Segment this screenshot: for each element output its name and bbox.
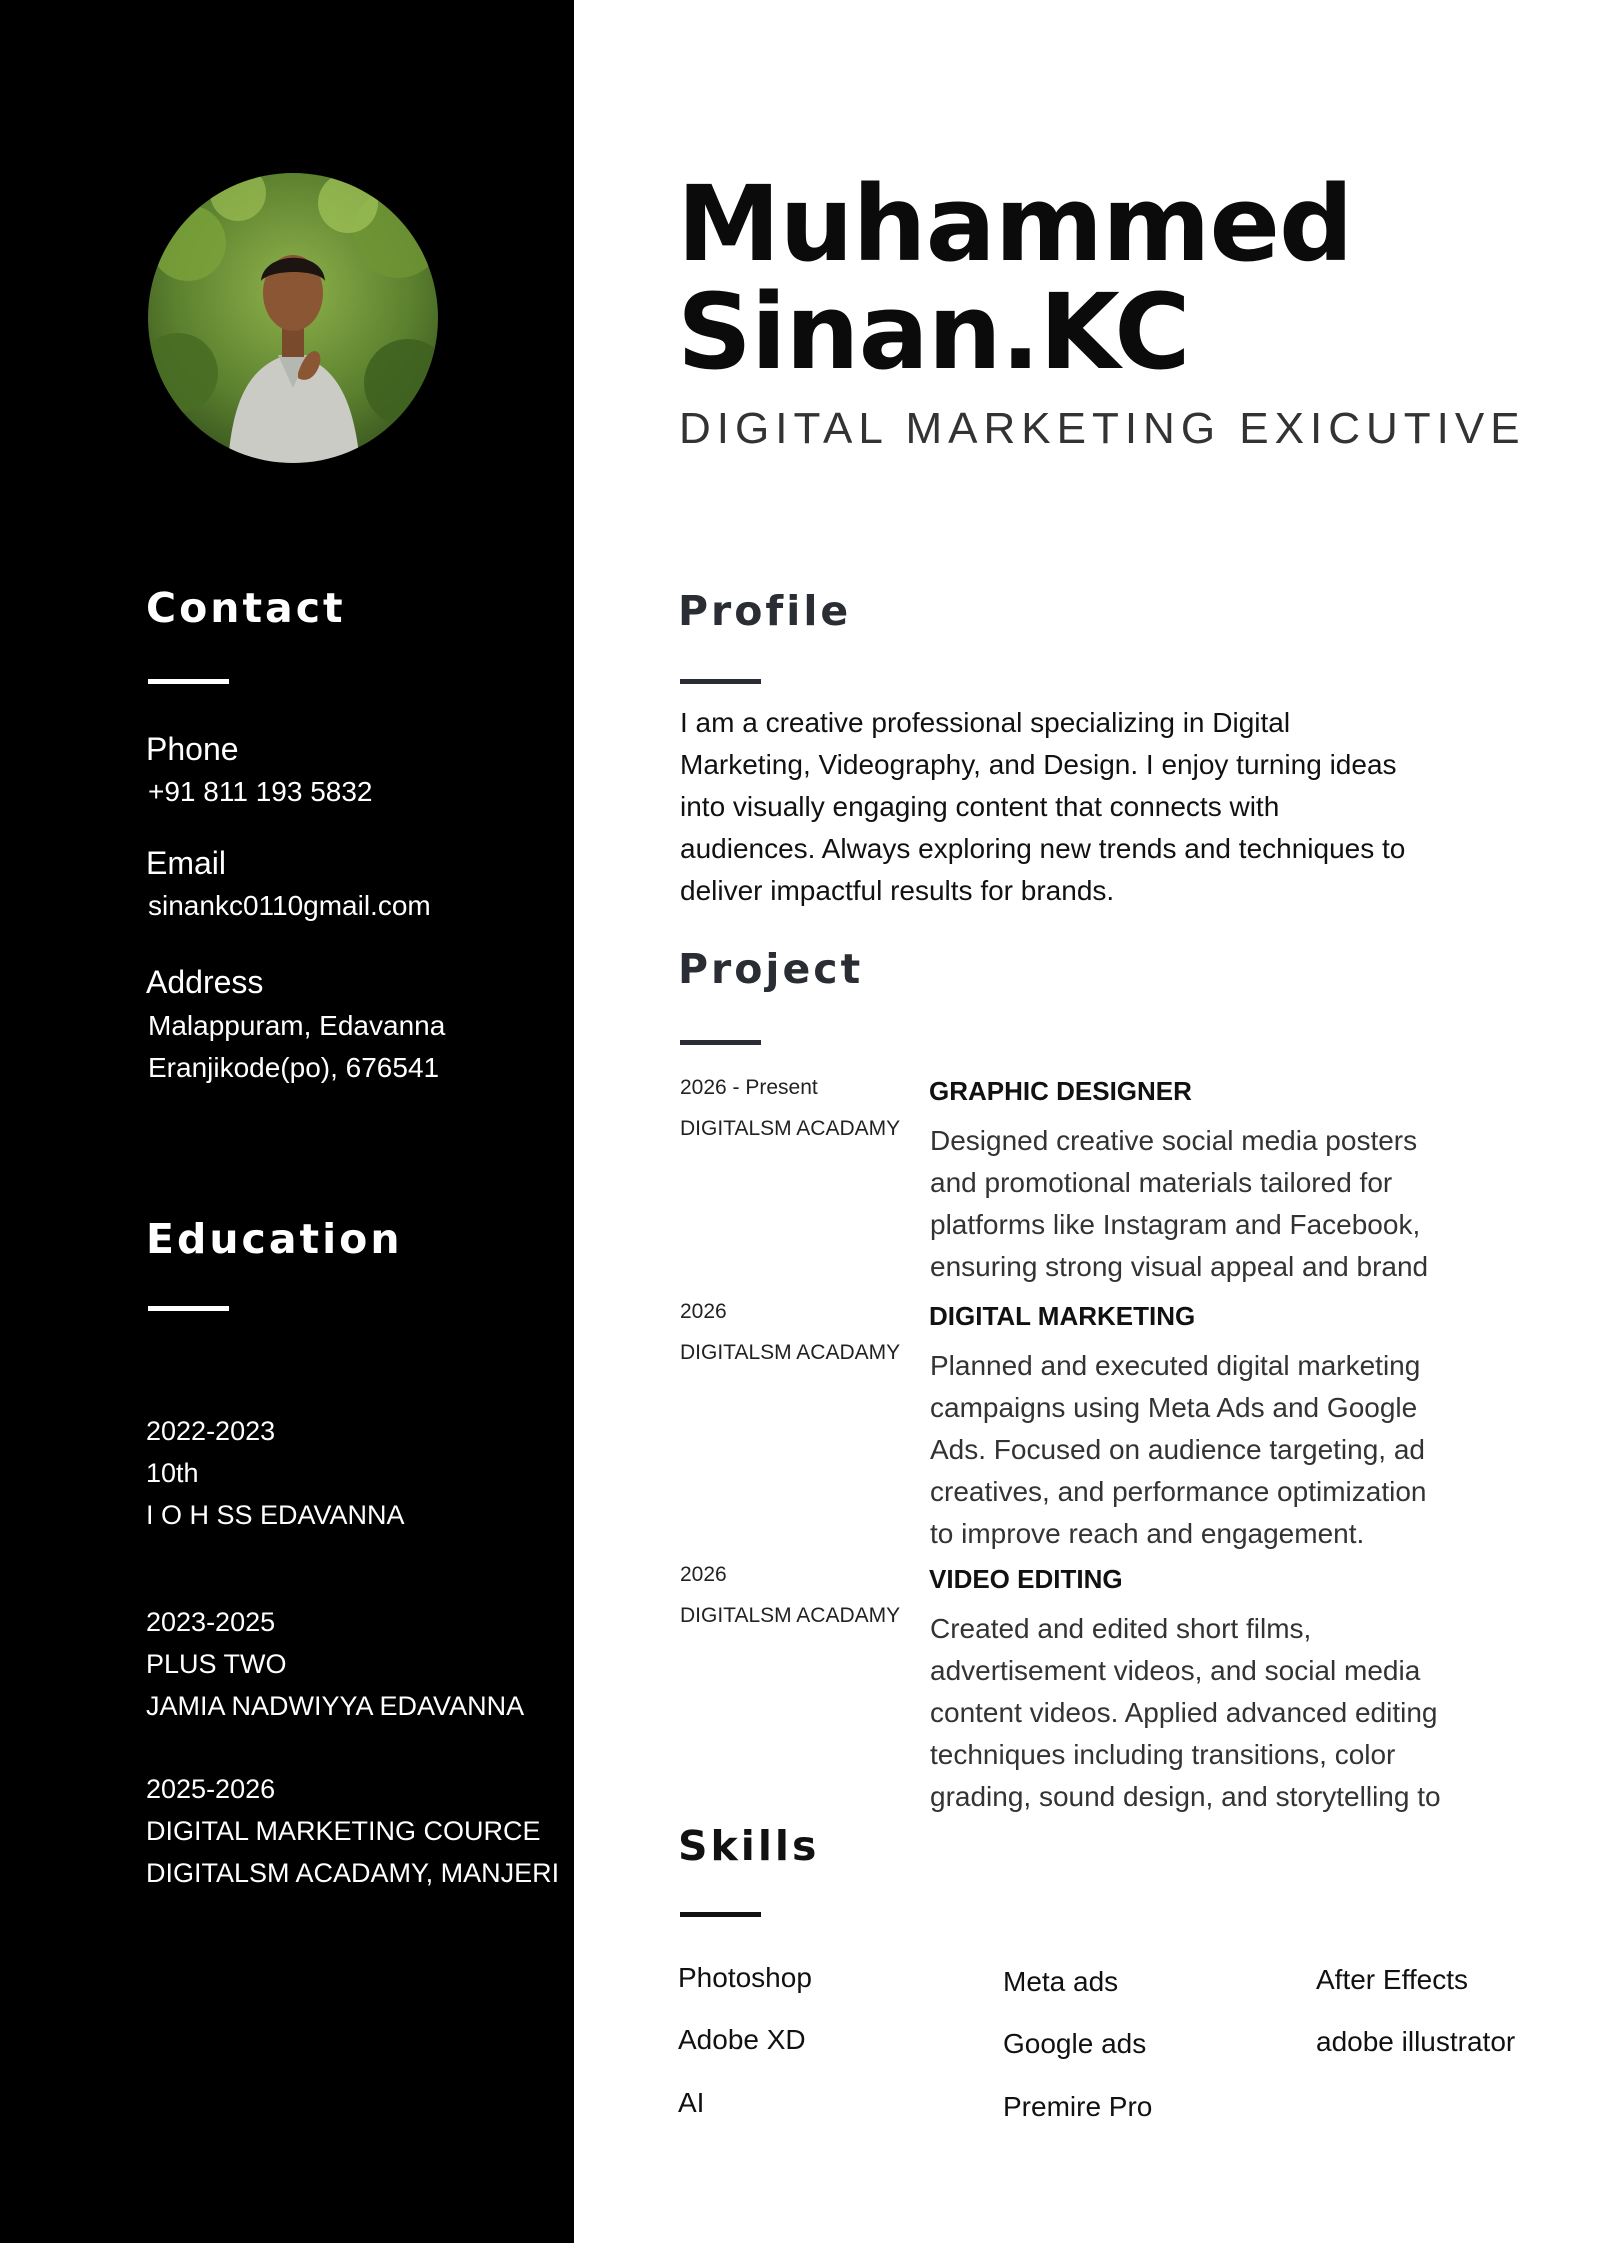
person-name — [677, 163, 1353, 393]
profile-photo-image — [148, 173, 438, 463]
skill-item: Meta ads — [1003, 1966, 1119, 1997]
profile-line: into visually engaging content that connects with — [680, 791, 1280, 822]
education-course: 10th — [146, 1458, 199, 1488]
contact-heading: Contact — [146, 584, 346, 632]
sidebar — [0, 0, 574, 2243]
project-description-line: content videos. Applied advanced editing — [930, 1697, 1438, 1728]
project-date: 2026 — [680, 1563, 727, 1586]
project-description — [930, 1345, 1490, 1555]
skill-item: Photoshop — [678, 1962, 812, 1993]
project-description — [930, 1120, 1490, 1288]
project-description — [930, 1608, 1490, 1818]
address-line-2: Eranjikode(po), 676541 — [148, 1052, 440, 1083]
project-organization: DIGITALSM ACADAMY — [680, 1117, 901, 1140]
project-description-line: to improve reach and engagement. — [930, 1518, 1365, 1549]
project-date: 2026 — [680, 1300, 727, 1323]
education-heading: Education — [146, 1215, 403, 1263]
skill-item: adobe illustrator — [1316, 2026, 1516, 2057]
person-name-line-1: Muhammed — [677, 163, 1353, 285]
email-label: Email — [146, 845, 227, 881]
education-divider — [148, 1306, 229, 1311]
phone-value: +91 811 193 5832 — [148, 776, 373, 807]
education-years: 2025-2026 — [146, 1774, 276, 1804]
project-description-line: techniques including transitions, color — [930, 1739, 1396, 1770]
profile-line: deliver impactful results for brands. — [680, 875, 1115, 906]
email-value: sinankc0110gmail.com — [148, 890, 431, 921]
project-description-line: campaigns using Meta Ads and Google — [930, 1392, 1418, 1423]
address-label: Address — [146, 964, 264, 1000]
project-description-line: grading, sound design, and storytelling to — [930, 1781, 1441, 1812]
skills-divider — [680, 1912, 761, 1917]
phone-label: Phone — [146, 731, 239, 767]
skills-heading: Skills — [678, 1822, 820, 1870]
education-years: 2022-2023 — [146, 1416, 276, 1446]
project-description-line: creatives, and performance optimization — [930, 1476, 1427, 1507]
project-heading: Project — [678, 945, 864, 993]
education-school: DIGITALSM ACADAMY, MANJERI — [146, 1858, 560, 1888]
profile-line: audiences. Always exploring new trends and techniques to — [680, 833, 1406, 864]
skill-item: Adobe XD — [678, 2024, 806, 2055]
profile-line: I am a creative professional specializing in Digital — [680, 707, 1291, 738]
project-description-line: Planned and executed digital marketing — [930, 1350, 1421, 1381]
project-description-line: advertisement videos, and social media — [930, 1655, 1421, 1686]
education-course: DIGITAL MARKETING COURCE — [146, 1816, 541, 1846]
project-description-line: platforms like Instagram and Facebook, — [930, 1209, 1421, 1240]
education-years: 2023-2025 — [146, 1607, 276, 1637]
skill-item: Google ads — [1003, 2028, 1147, 2059]
contact-divider — [148, 679, 229, 684]
skill-item: Premire Pro — [1003, 2091, 1153, 2122]
education-course: PLUS TWO — [146, 1649, 287, 1679]
project-title: VIDEO EDITING — [929, 1564, 1123, 1594]
job-title: DIGITAL MARKETING EXICUTIVE — [679, 404, 1526, 453]
project-description-line: Ads. Focused on audience targeting, ad — [930, 1434, 1426, 1465]
project-date: 2026 - Present — [680, 1076, 818, 1099]
project-description-line: ensuring strong visual appeal and brand — [930, 1251, 1429, 1282]
project-organization: DIGITALSM ACADAMY — [680, 1341, 901, 1364]
education-school: JAMIA NADWIYYA EDAVANNA — [146, 1691, 525, 1721]
person-name-line-2: Sinan.KC — [677, 271, 1190, 393]
project-organization: DIGITALSM ACADAMY — [680, 1604, 901, 1627]
profile-heading: Profile — [678, 587, 852, 635]
project-title: GRAPHIC DESIGNER — [929, 1076, 1192, 1106]
skill-item: AI — [678, 2087, 705, 2118]
project-description-line: Designed creative social media posters — [930, 1125, 1418, 1156]
profile-text — [680, 702, 1480, 912]
address-line-1: Malappuram, Edavanna — [148, 1010, 446, 1041]
project-title: DIGITAL MARKETING — [929, 1301, 1196, 1331]
skill-item: After Effects — [1316, 1964, 1468, 1995]
profile-line: Marketing, Videography, and Design. I enjoy turning ideas — [680, 749, 1397, 780]
project-description-line: and promotional materials tailored for — [930, 1167, 1393, 1198]
profile-photo — [148, 173, 438, 463]
education-school: I O H SS EDAVANNA — [146, 1500, 405, 1530]
profile-divider — [680, 679, 761, 684]
project-description-line: Created and edited short films, — [930, 1613, 1312, 1644]
project-divider — [680, 1040, 761, 1045]
